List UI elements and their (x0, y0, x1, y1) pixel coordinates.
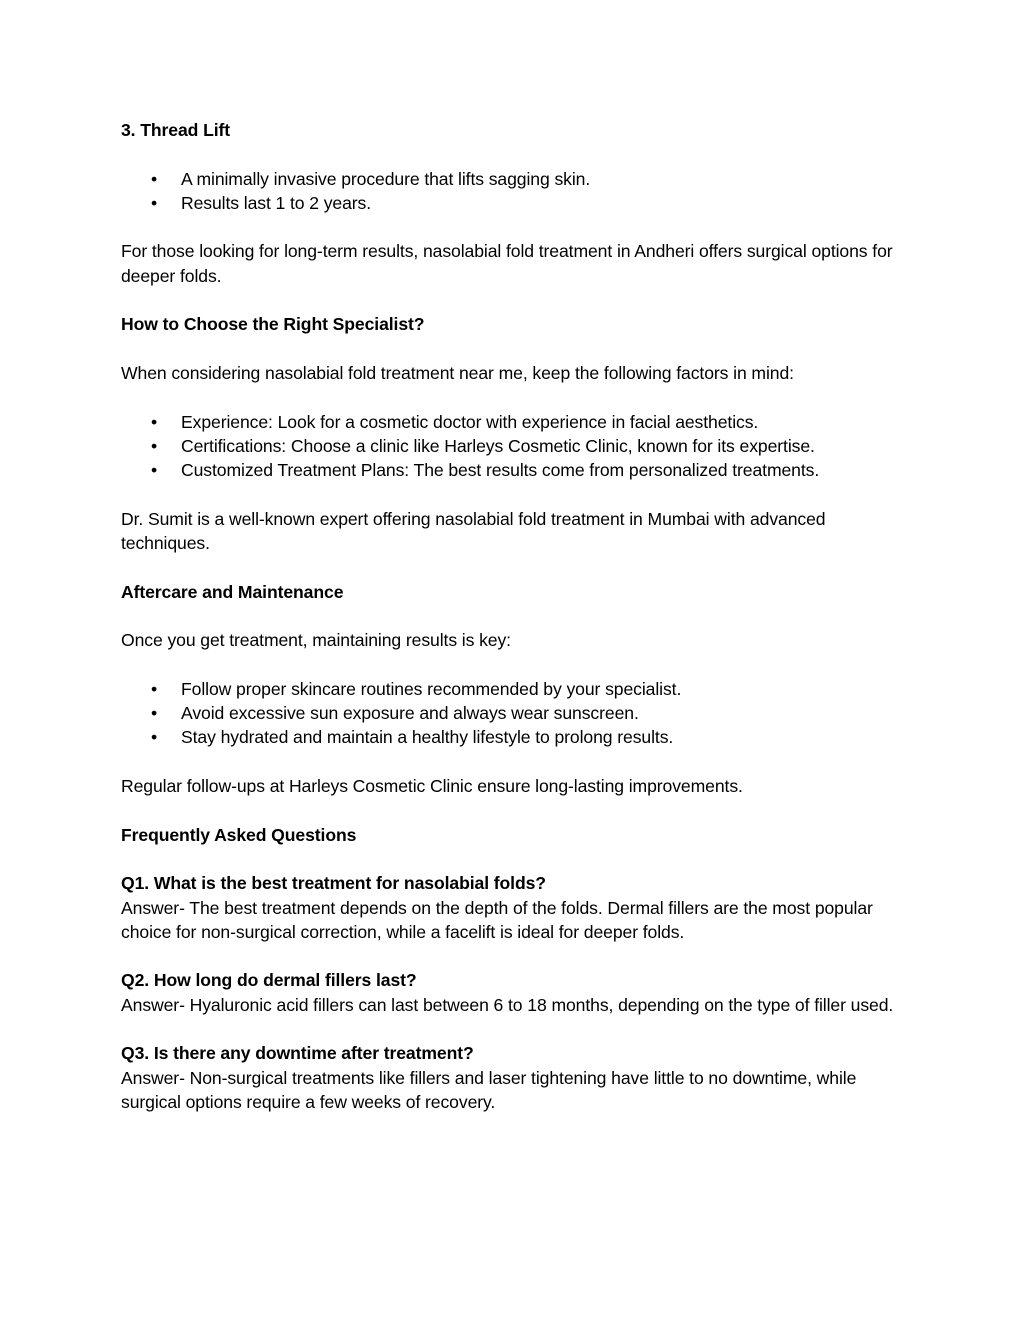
list-item (121, 701, 911, 725)
bullet-icon: • (151, 168, 158, 189)
bullet-icon: • (151, 435, 158, 456)
bullet-icon: • (151, 460, 158, 481)
bullet-icon: • (151, 192, 158, 213)
list-item (121, 167, 911, 191)
thread-lift-list (121, 167, 911, 216)
specialist-heading: How to Choose the Right Specialist? (121, 314, 425, 335)
aftercare-heading: Aftercare and Maintenance (121, 581, 344, 602)
faq-item (121, 1041, 911, 1114)
thread-lift-heading: 3. Thread Lift (121, 120, 231, 140)
list-item-text: Results last 1 to 2 years. (181, 192, 372, 213)
faq-answer: Answer- Non-surgical treatments like fillers and laser tightening have little to no downtime, while surgical options require a few weeks of recovery. (121, 1067, 857, 1112)
faq-heading: Frequently Asked Questions (121, 824, 357, 845)
list-item-text: A minimally invasive procedure that lifts sagging skin. (181, 168, 591, 189)
bullet-icon: • (151, 727, 158, 748)
list-item (121, 725, 911, 749)
list-item-text: Certifications: Choose a clinic like Harleys Cosmetic Clinic, known for its expertise. (181, 435, 815, 456)
faq-question: Q1. What is the best treatment for nasolabial folds? (121, 873, 546, 894)
bullet-icon: • (151, 703, 158, 724)
faq-item (121, 871, 911, 944)
list-item (121, 434, 911, 458)
list-item-text: Avoid excessive sun exposure and always wear sunscreen. (181, 703, 639, 724)
list-item-text: Customized Treatment Plans: The best results come from personalized treatments. (181, 460, 820, 481)
list-item (121, 191, 911, 215)
faq-question: Q3. Is there any downtime after treatment? (121, 1043, 474, 1064)
specialist-closing: Dr. Sumit is a well-known expert offering nasolabial fold treatment in Mumbai with advanced techniques. (121, 508, 826, 554)
list-item-text: Stay hydrated and maintain a healthy lifestyle to prolong results. (181, 727, 674, 748)
list-item (121, 410, 911, 434)
list-item (121, 458, 911, 482)
list-item (121, 677, 911, 701)
long-term-paragraph: For those looking for long-term results, nasolabial fold treatment in Andheri offers surgical options for deeper folds. (121, 241, 893, 286)
list-item-text: Follow proper skincare routines recommended by your specialist. (181, 678, 682, 699)
aftercare-intro: Once you get treatment, maintaining results is key: (121, 630, 511, 651)
faq-answer: Answer- Hyaluronic acid fillers can last between 6 to 18 months, depending on the type of filler used. (121, 994, 894, 1015)
faq-question: Q2. How long do dermal fillers last? (121, 970, 417, 991)
document-body (121, 118, 911, 1138)
faq-answer: Answer- The best treatment depends on the depth of the folds. Dermal fillers are the most popular choice for non-surgical correction, while a facelift is ideal for deeper folds. (121, 897, 873, 942)
bullet-icon: • (151, 678, 158, 699)
specialist-intro: When considering nasolabial fold treatment near me, keep the following factors in mind: (121, 362, 794, 383)
bullet-icon: • (151, 411, 158, 432)
list-item-text: Experience: Look for a cosmetic doctor with experience in facial aesthetics. (181, 411, 759, 432)
specialist-list (121, 410, 911, 483)
faq-item (121, 968, 911, 1017)
aftercare-closing: Regular follow-ups at Harleys Cosmetic Clinic ensure long-lasting improvements. (121, 776, 743, 797)
aftercare-list (121, 677, 911, 750)
